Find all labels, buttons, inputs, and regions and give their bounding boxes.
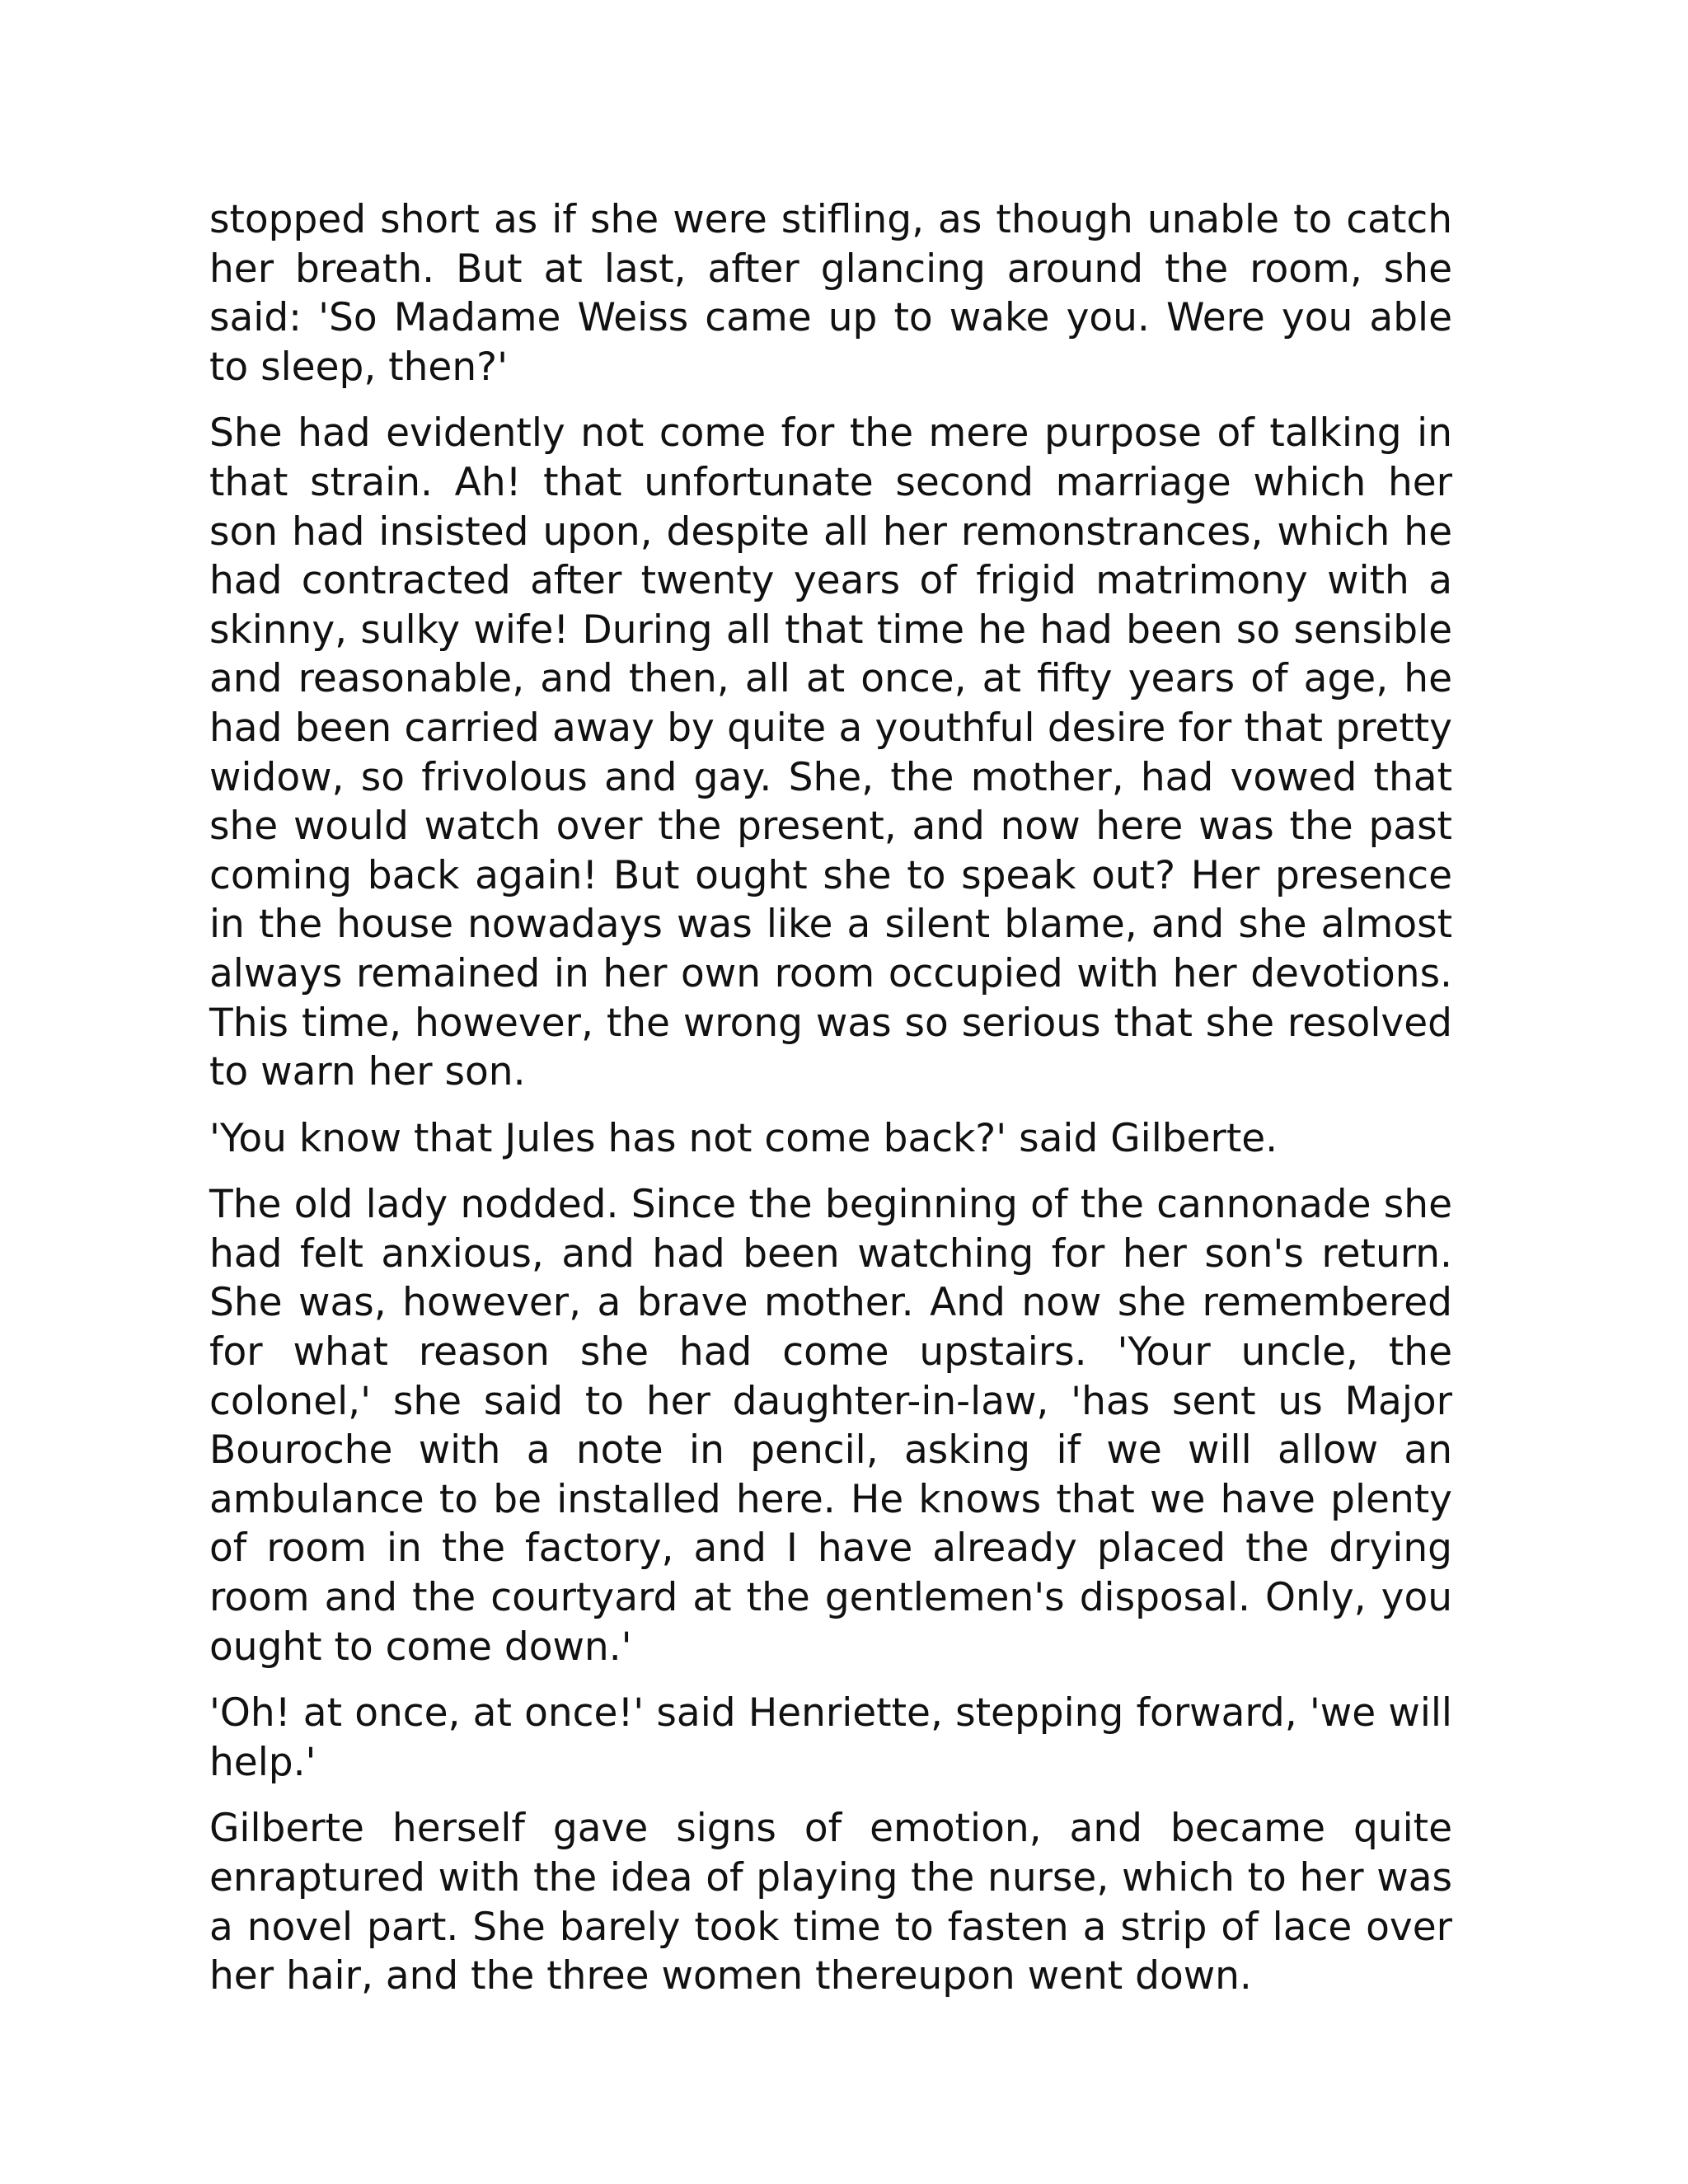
paragraph: 'Oh! at once, at once!' said Henriette, stepping forward, 'we will help.'	[209, 1690, 1452, 1785]
paragraph: 'You know that Jules has not come back?' said Gilberte.	[209, 1115, 1278, 1161]
paragraph: The old lady nodded. Since the beginning of the cannonade she had felt anxious, and had been watching for her son's return. She was, however, a brave mother. And now she remembered for what reason she had come upstairs. 'Your uncle, the colonel,' she said to her daughter-in-law, 'has sent us Major Bouroche with a note in pencil, asking if we will allow an ambulance to be installed here. He knows that we have plenty of room in the factory, and I have already placed the drying room and the courtyard at the gentlemen's disposal. Only, you ought to come down.'	[209, 1182, 1452, 1670]
paragraph: Gilberte herself gave signs of emotion, and became quite enraptured with the idea of playing the nurse, which to her was a novel part. She barely took time to fasten a strip of lace over her hair, and the three women thereupon went down.	[209, 1806, 1452, 1999]
body-text	[209, 195, 1452, 2018]
paragraph: stopped short as if she were stifling, as though unable to catch her breath. But at last, after glancing around the room, she said: 'So Madame Weiss came up to wake you. Were you able to sleep, then?'	[209, 197, 1452, 390]
paragraph: She had evidently not come for the mere purpose of talking in that strain. Ah! that unfortunate second marriage which her son had insisted upon, despite all her remonstrances, which he had contracted after twenty years of frigid matrimony with a skinny, sulky wife! During all that time he had been so sensible and reasonable, and then, all at once, at fifty years of age, he had been carried away by quite a youthful desire for that pretty widow, so frivolous and gay. She, the mother, had vowed that she would watch over the present, and now here was the past coming back again! But ought she to speak out? Her presence in the house nowadays was like a silent blame, and she almost always remained in her own room occupied with her devotions. This time, however, the wrong was so serious that she resolved to warn her son.	[209, 410, 1452, 1095]
